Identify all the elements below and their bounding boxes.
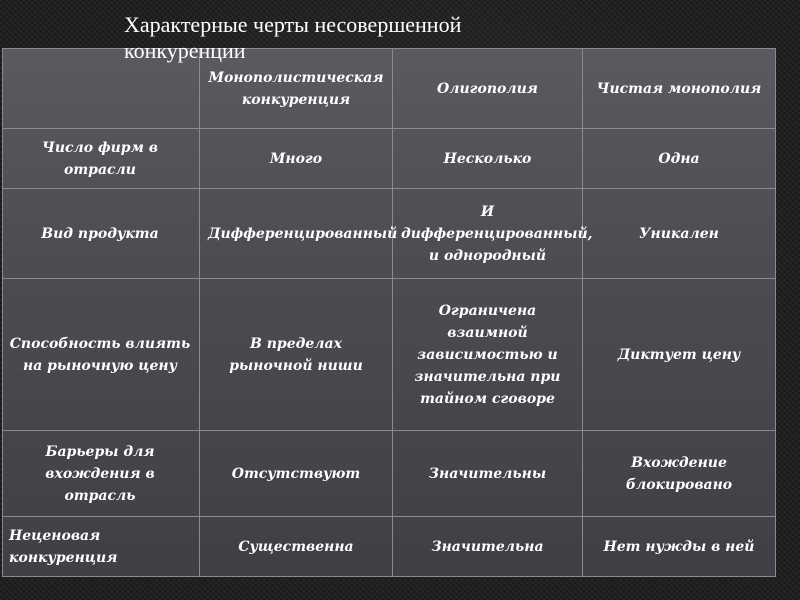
row-label-number-of-firms: Число фирм в отрасли xyxy=(3,129,200,189)
table-cell: Отсутствуют xyxy=(200,431,393,517)
table-cell: Диктует цену xyxy=(583,279,776,431)
table-cell: Несколько xyxy=(393,129,583,189)
table-cell: Вхождение блокировано xyxy=(583,431,776,517)
table-row xyxy=(3,279,776,431)
table-row xyxy=(3,431,776,517)
header-cell-pure-monopoly: Чистая монополия xyxy=(583,49,776,129)
comparison-table xyxy=(2,48,776,577)
row-label-price-influence: Способность влиять на рыночную цену xyxy=(3,279,200,431)
row-label-product-type: Вид продукта xyxy=(3,189,200,279)
table-cell: Значительна xyxy=(393,517,583,577)
table-cell: Существенна xyxy=(200,517,393,577)
row-label-non-price-competition: Неценовая конкуренция xyxy=(3,517,200,577)
table-row xyxy=(3,517,776,577)
table-cell: Нет нужды в ней xyxy=(583,517,776,577)
table-row xyxy=(3,129,776,189)
slide-title xyxy=(124,12,624,64)
table-cell: Значительны xyxy=(393,431,583,517)
header-cell-monopolistic-competition: Монополистическая конкуренция xyxy=(200,49,393,129)
row-label-entry-barriers: Барьеры для вхождения в отрасль xyxy=(3,431,200,517)
table-cell: Дифференцированный xyxy=(200,189,393,279)
slide-title-line-1: Характерные черты несовершенной xyxy=(124,12,462,37)
slide-title-line-2: конкуренции xyxy=(124,38,246,63)
table-cell: В пределах рыночной ниши xyxy=(200,279,393,431)
table-cell: Много xyxy=(200,129,393,189)
header-cell-oligopoly: Олигополия xyxy=(393,49,583,129)
table-cell: И дифференцированный, и однородный xyxy=(393,189,583,279)
table-cell: Одна xyxy=(583,129,776,189)
table-row xyxy=(3,189,776,279)
table-cell: Ограничена взаимной зависимостью и значительна при тайном сговоре xyxy=(393,279,583,431)
table-cell: Уникален xyxy=(583,189,776,279)
